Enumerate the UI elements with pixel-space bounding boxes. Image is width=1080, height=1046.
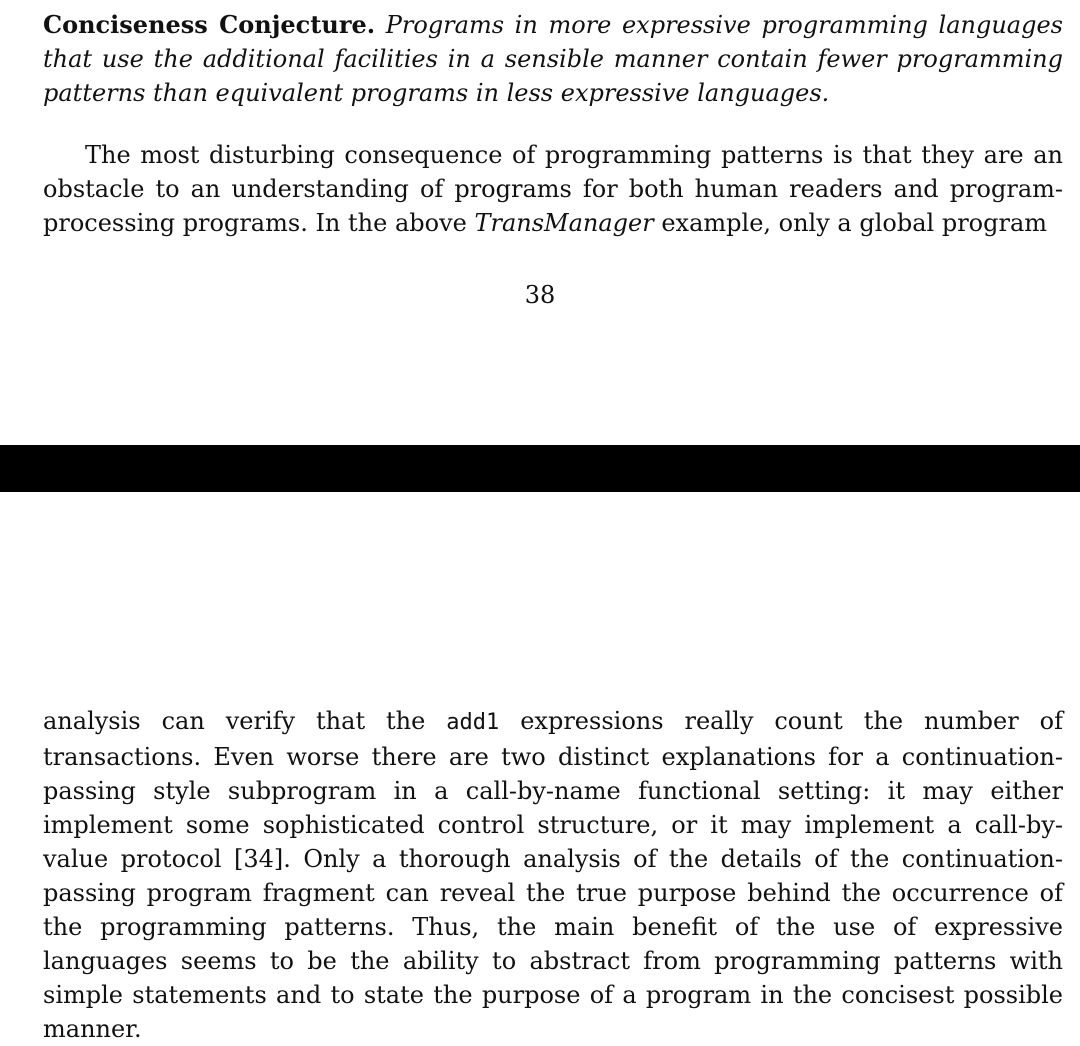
page-bottom [0,492,1080,1043]
conjecture-text: Programs in more expressive programming languages that use the additional facilities in a sensible manner contain fewer programming patterns than equivalent programs in less expressive languages. [43,11,1063,107]
add1-code: add1 [446,710,500,735]
transmanager-emphasis: TransManager [474,209,654,237]
page-separator-bar [0,445,1080,492]
paragraph-bottom-text-1: analysis can verify that the [43,707,447,735]
conjecture-label: Conciseness Conjecture. [43,10,376,39]
paragraph-top-text-1: The most disturbing consequence of programming patterns is that they are an obstacle to an understanding of programs for both human readers and program-processing programs. In the above [43,141,1063,237]
paragraph-bottom-text-2: expressions really count the number of transactions. Even worse there are two distinct explanations for a continuation-passing style subprogram in a call-by-name functional setting: it may either implement some sophisticated control structure, or it may implement a call-by-value protocol [34]. Only a thorough analysis of the details of the continuation-passing program fragment can reveal the true purpose behind the occurrence of the programming patterns. Thus, the main benefit of the use of expressive languages seems to be the ability to abstract from programming patterns with simple statements and to state the purpose of a program in the concisest possible manner. [43,707,1063,1043]
paragraph-top-text-2: example, only a global program [653,209,1048,237]
paragraph-bottom [43,704,1063,1046]
conjecture-statement [43,8,1063,110]
paragraph-top [43,138,1063,240]
page-number: 38 [524,281,556,309]
page-top [0,0,1080,445]
